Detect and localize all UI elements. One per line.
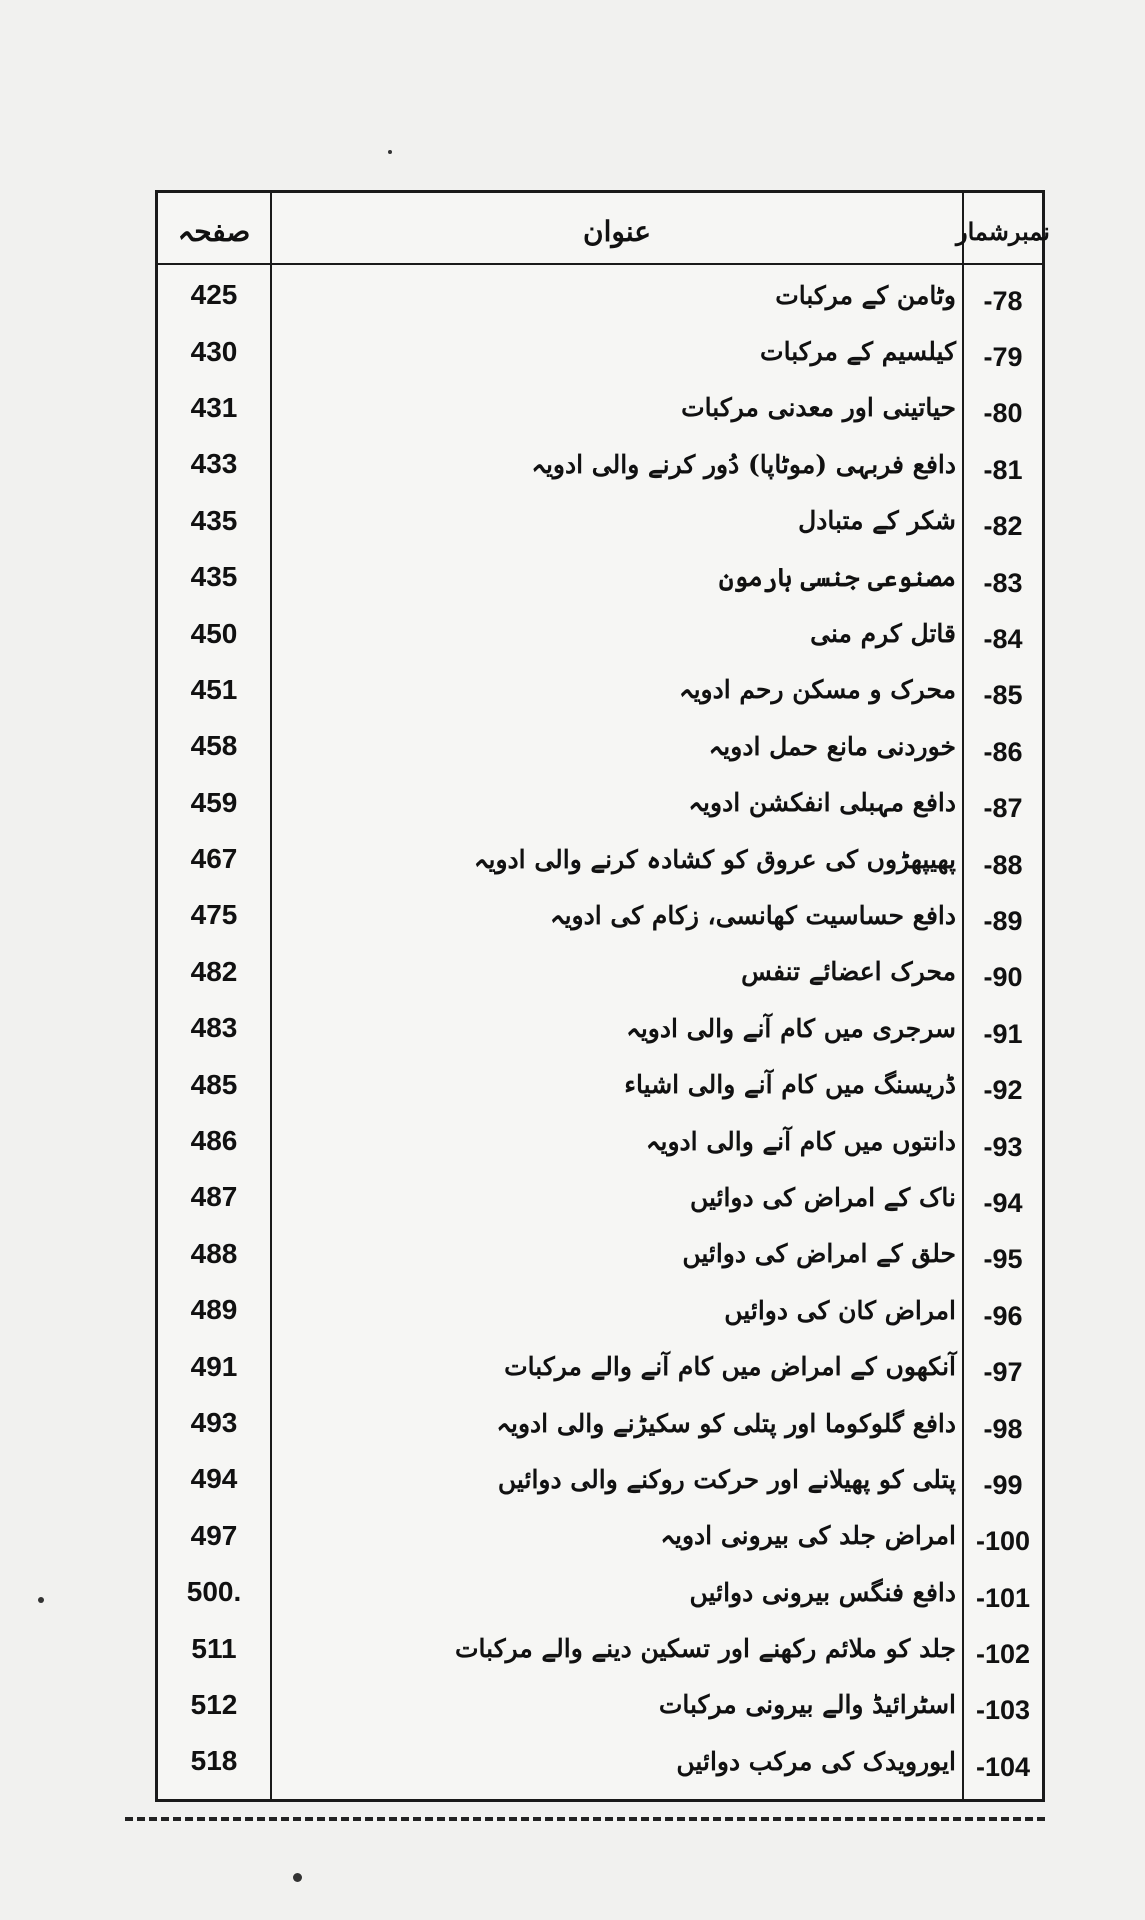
row-title: جلد کو ملائم رکھنے اور تسکین دینے والے مرکبات: [455, 1634, 956, 1664]
table-row: [158, 267, 1042, 323]
row-title: حلق کے امراض کی دوائیں: [682, 1239, 956, 1269]
row-title: دافع گلوکوما اور پتلی کو سکیڑنے والی ادویہ: [496, 1408, 956, 1438]
header-page: صفحہ: [177, 214, 251, 248]
row-number: -99: [983, 1469, 1023, 1500]
row-number: -95: [983, 1244, 1023, 1275]
row-number: -96: [983, 1300, 1023, 1331]
header-divider: [158, 263, 1042, 265]
row-page: 435: [190, 561, 238, 593]
table-row: [158, 1564, 1042, 1620]
table-row: [158, 1226, 1042, 1282]
row-title: ڈریسنگ میں کام آنے والی اشیاء: [624, 1070, 956, 1100]
row-number: -97: [983, 1357, 1023, 1388]
table-body: [158, 267, 1042, 1790]
row-number: -100: [975, 1526, 1031, 1557]
row-number: -78: [983, 285, 1023, 316]
table-row: [158, 1620, 1042, 1676]
table-row: [158, 944, 1042, 1000]
speck: [388, 150, 392, 154]
table-row: [158, 887, 1042, 943]
speck: [38, 1597, 44, 1603]
row-page: 458: [190, 730, 238, 762]
table-row: [158, 1508, 1042, 1564]
row-title: مصنوعی جنسی ہارمون: [718, 562, 956, 592]
row-title: شکر کے متبادل: [798, 506, 956, 536]
row-page: 489: [190, 1294, 238, 1326]
row-title: خوردنی مانع حمل ادویہ: [708, 731, 956, 761]
row-number: -91: [983, 1018, 1023, 1049]
row-number: -86: [983, 736, 1023, 767]
row-number: -90: [983, 962, 1023, 993]
row-page: 493: [190, 1407, 238, 1438]
table-row: [158, 1113, 1042, 1169]
row-number: -98: [983, 1413, 1023, 1444]
row-page: 483: [190, 1012, 238, 1044]
row-number: -88: [983, 849, 1023, 880]
table-row: [158, 831, 1042, 887]
table-row: [158, 1056, 1042, 1112]
table-row: [158, 323, 1042, 379]
row-page: 435: [190, 504, 238, 536]
row-page: 511: [191, 1632, 237, 1664]
header-number: نمبرشمار: [956, 216, 1050, 246]
row-page: 497: [190, 1519, 238, 1551]
row-title: کیلسیم کے مرکبات: [760, 337, 956, 367]
row-title: محرک و مسکن رحم ادویہ: [678, 675, 956, 705]
row-title: دافع حساسیت کھانسی، زکام کی ادویہ: [549, 900, 956, 930]
row-page: 467: [190, 843, 238, 875]
table-row: [158, 493, 1042, 549]
row-page: 482: [190, 955, 238, 987]
row-title: امراض کان کی دوائیں: [724, 1295, 956, 1325]
row-page: 485: [190, 1068, 238, 1100]
table-row: [158, 380, 1042, 436]
table-row: [158, 1395, 1042, 1451]
row-number: -93: [983, 1131, 1023, 1162]
row-page: 487: [190, 1181, 238, 1213]
row-number: -82: [983, 511, 1023, 542]
row-page: 425: [190, 279, 238, 311]
row-number: -80: [983, 398, 1023, 429]
row-title: سرجری میں کام آنے والی ادویہ: [626, 1013, 956, 1043]
table-row: [158, 1451, 1042, 1507]
row-title: دافع فنگس بیرونی دوائیں: [689, 1577, 956, 1607]
table-row: [158, 605, 1042, 661]
row-title: دانتوں میں کام آنے والی ادویہ: [645, 1126, 956, 1156]
row-title: قاتل کرم منی: [810, 619, 956, 649]
row-number: -83: [983, 567, 1023, 598]
row-page: 500.: [186, 1576, 242, 1608]
row-number: -89: [983, 905, 1023, 936]
row-page: 459: [190, 786, 238, 818]
table-row: [158, 775, 1042, 831]
row-title: ناک کے امراض کی دوائیں: [689, 1182, 956, 1212]
table-row: [158, 718, 1042, 774]
row-page: 488: [190, 1237, 238, 1269]
header-title: عنوان: [583, 214, 651, 248]
row-number: -87: [983, 793, 1023, 824]
row-page: 512: [190, 1688, 238, 1720]
row-page: 450: [190, 617, 238, 649]
row-number: -94: [983, 1187, 1023, 1218]
dashed-separator: [125, 1817, 1045, 1821]
row-title: دافع فربہی (موٹاپا) دُور کرنے والی ادویہ: [531, 449, 956, 479]
row-title: دافع مہبلی انفکشن ادویہ: [688, 788, 956, 818]
row-number: -101: [975, 1582, 1031, 1613]
row-title: ایورویدک کی مرکب دوائیں: [676, 1746, 956, 1776]
row-number: -84: [983, 624, 1023, 655]
contents-table: [155, 190, 1050, 1802]
table-row: [158, 1677, 1042, 1733]
row-title: اسٹرائیڈ والے بیرونی مرکبات: [658, 1690, 956, 1720]
table-row: [158, 1169, 1042, 1225]
table-row: [158, 1000, 1042, 1056]
row-page: 475: [190, 899, 238, 931]
row-title: وٹامن کے مرکبات: [775, 280, 956, 310]
row-number: -102: [975, 1639, 1031, 1670]
table-row: [158, 1733, 1042, 1789]
row-number: -81: [983, 454, 1023, 485]
row-page: 494: [190, 1463, 238, 1495]
row-page: 430: [190, 335, 238, 367]
row-title: آنکھوں کے امراض میں کام آنے والے مرکبات: [504, 1352, 956, 1382]
row-title: امراض جلد کی بیرونی ادویہ: [660, 1521, 956, 1551]
row-title: حیاتینی اور معدنی مرکبات: [681, 393, 956, 423]
table-row: [158, 436, 1042, 492]
row-title: پتلی کو پھیلانے اور حرکت روکنے والی دوائیں: [497, 1464, 956, 1494]
row-page: 491: [190, 1350, 238, 1382]
row-page: 518: [190, 1745, 238, 1777]
table-row: [158, 662, 1042, 718]
row-page: 431: [190, 391, 238, 423]
row-page: 486: [190, 1125, 238, 1157]
row-number: -92: [983, 1075, 1023, 1106]
table-row: [158, 1338, 1042, 1394]
row-number: -85: [983, 680, 1023, 711]
row-page: 433: [190, 448, 238, 480]
row-number: -104: [975, 1751, 1031, 1782]
row-page: 451: [190, 673, 238, 705]
row-title: محرک اعضائے تنفس: [741, 957, 956, 987]
row-number: -103: [975, 1695, 1031, 1726]
table-row: [158, 549, 1042, 605]
row-title: پھیپھڑوں کی عروق کو کشادہ کرنے والی ادویہ: [473, 844, 956, 874]
table-row: [158, 1282, 1042, 1338]
speck: [293, 1873, 302, 1882]
row-number: -79: [983, 342, 1023, 373]
